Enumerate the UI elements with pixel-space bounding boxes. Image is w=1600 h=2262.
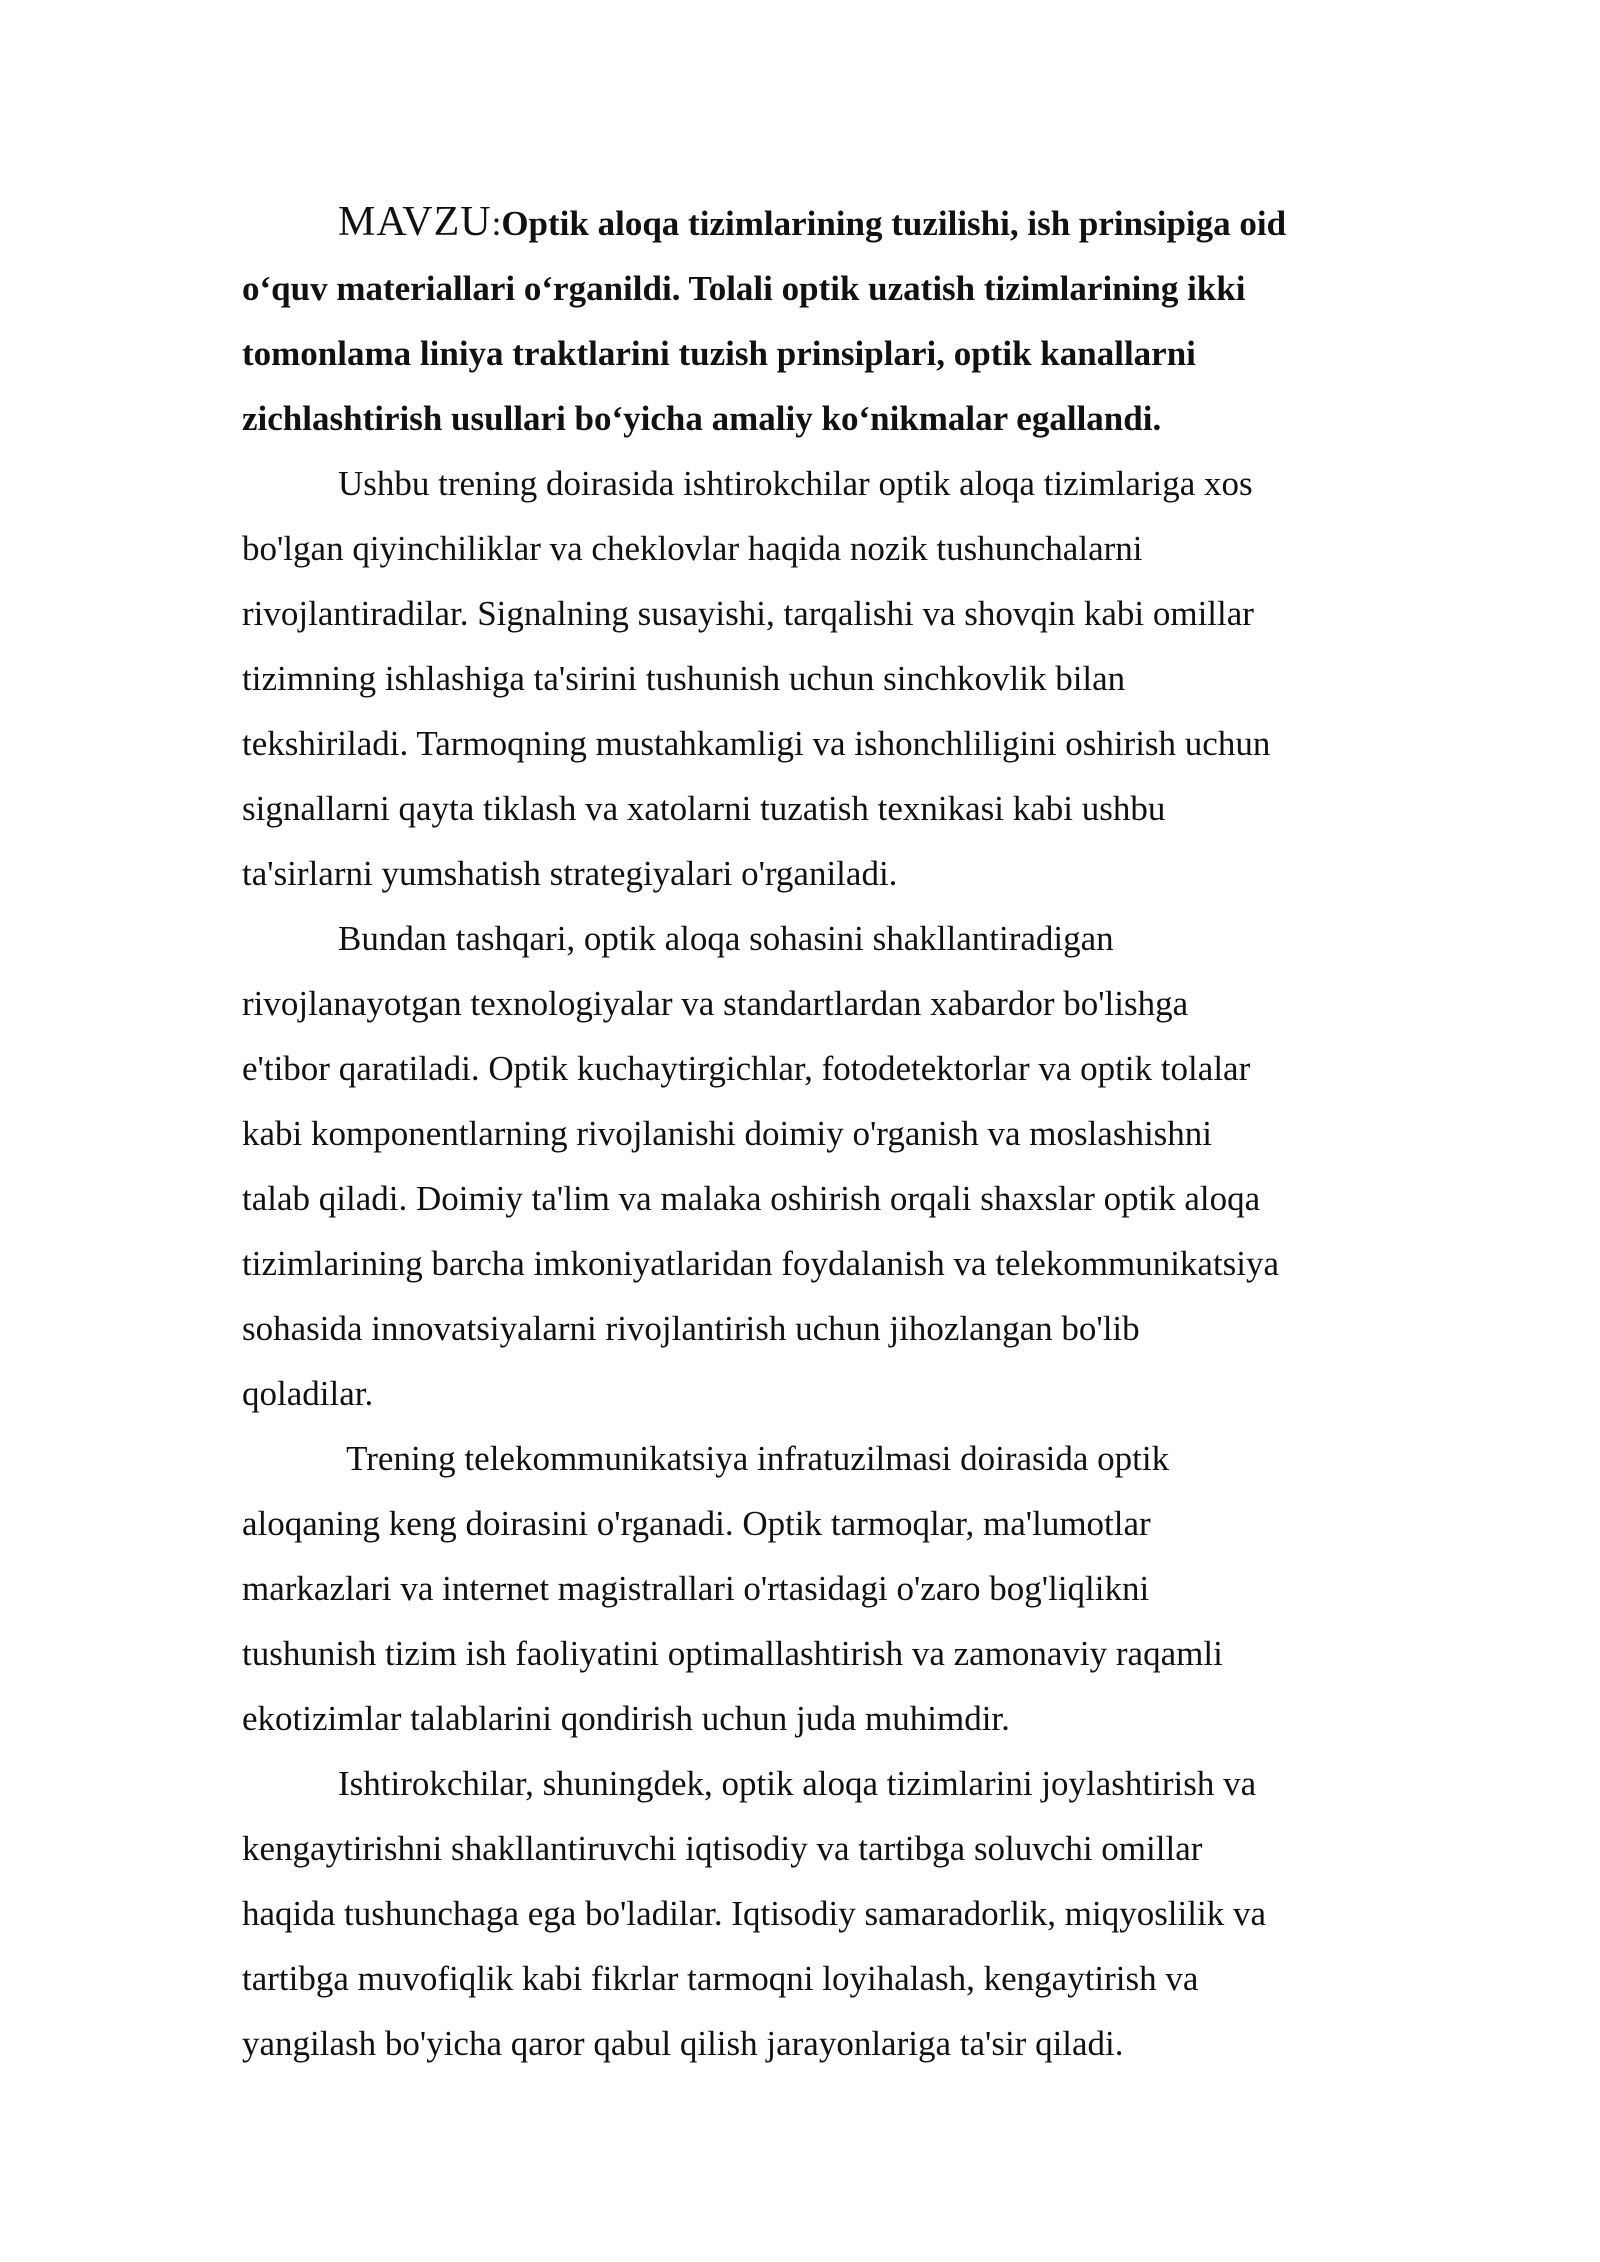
topic-line-2: o‘quv materiallari o‘rganildi. Tolali optik uzatish tizimlarining ikki — [242, 269, 1246, 308]
paragraph-1-line-1: Ushbu trening doirasida ishtirokchilar optik aloqa tizimlariga xos — [338, 464, 1253, 503]
paragraph-3-line-4: tushunish tizim ish faoliyatini optimallashtirish va zamonaviy raqamli — [242, 1634, 1223, 1673]
paragraph-1-line-7: ta'sirlarni yumshatish strategiyalari o'rganiladi. — [242, 854, 898, 893]
paragraph-1-line-2: bo'lgan qiyinchiliklar va cheklovlar haqida nozik tushunchalarni — [242, 529, 1143, 568]
paragraph-1-line-4: tizimning ishlashiga ta'sirini tushunish uchun sinchkovlik bilan — [242, 659, 1126, 698]
paragraph-1-line-5: tekshiriladi. Tarmoqning mustahkamligi va ishonchliligini oshirish uchun — [242, 724, 1271, 763]
paragraph-3-line-3: markazlari va internet magistrallari o'rtasidagi o'zaro bog'liqlikni — [242, 1569, 1150, 1608]
topic-line-4: zichlashtirish usullari bo‘yicha amaliy ko‘nikmalar egallandi. — [242, 399, 1162, 438]
paragraph-2-line-6: tizimlarining barcha imkoniyatlaridan foydalanish va telekommunikatsiya — [242, 1244, 1280, 1283]
paragraph-2 — [242, 906, 1360, 1426]
paragraph-4-line-2: kengaytirishni shakllantiruvchi iqtisodiy va tartibga soluvchi omillar — [242, 1829, 1203, 1868]
paragraph-3 — [242, 1426, 1360, 1751]
paragraph-2-line-7: sohasida innovatsiyalarni rivojlantirish uchun jihozlangan bo'lib — [242, 1309, 1140, 1348]
paragraph-4-line-3: haqida tushunchaga ega bo'ladilar. Iqtisodiy samaradorlik, miqyoslilik va — [242, 1894, 1266, 1933]
topic-paragraph — [242, 190, 1360, 451]
topic-separator: : — [491, 204, 502, 243]
paragraph-1-line-6: signallarni qayta tiklash va xatolarni tuzatish texnikasi kabi ushbu — [242, 789, 1166, 828]
paragraph-2-line-1: Bundan tashqari, optik aloqa sohasini shakllantiradigan — [338, 919, 1114, 958]
paragraph-1 — [242, 451, 1360, 906]
paragraph-2-line-8: qoladilar. — [242, 1374, 374, 1413]
topic-label: MAVZU — [338, 199, 492, 245]
document-body — [242, 190, 1360, 2076]
paragraph-1-line-3: rivojlantiradilar. Signalning susayishi, tarqalishi va shovqin kabi omillar — [242, 594, 1254, 633]
paragraph-2-line-2: rivojlanayotgan texnologiyalar va standartlardan xabardor bo'lishga — [242, 984, 1189, 1023]
topic-line-3: tomonlama liniya traktlarini tuzish prinsiplari, optik kanallarni — [242, 334, 1196, 373]
paragraph-3-line-5: ekotizimlar talablarini qondirish uchun juda muhimdir. — [242, 1699, 1010, 1738]
paragraph-4 — [242, 1751, 1360, 2076]
paragraph-3-line-1: Trening telekommunikatsiya infratuzilmasi doirasida optik — [338, 1439, 1170, 1478]
paragraph-4-line-5: yangilash bo'yicha qaror qabul qilish jarayonlariga ta'sir qiladi. — [242, 2024, 1124, 2063]
topic-text: Optik aloqa tizimlarining tuzilishi, ish prinsipiga oid — [501, 204, 1287, 243]
topic-line-1 — [242, 190, 1360, 256]
paragraph-4-line-4: tartibga muvofiqlik kabi fikrlar tarmoqni loyihalash, kengaytirish va — [242, 1959, 1199, 1998]
paragraph-2-line-4: kabi komponentlarning rivojlanishi doimiy o'rganish va moslashishni — [242, 1114, 1213, 1153]
paragraph-2-line-5: talab qiladi. Doimiy ta'lim va malaka oshirish orqali shaxslar optik aloqa — [242, 1179, 1261, 1218]
paragraph-2-line-3: e'tibor qaratiladi. Optik kuchaytirgichlar, fotodetektorlar va optik tolalar — [242, 1049, 1251, 1088]
paragraph-4-line-1: Ishtirokchilar, shuningdek, optik aloqa tizimlarini joylashtirish va — [338, 1764, 1257, 1803]
paragraph-3-line-2: aloqaning keng doirasini o'rganadi. Optik tarmoqlar, ma'lumotlar — [242, 1504, 1151, 1543]
